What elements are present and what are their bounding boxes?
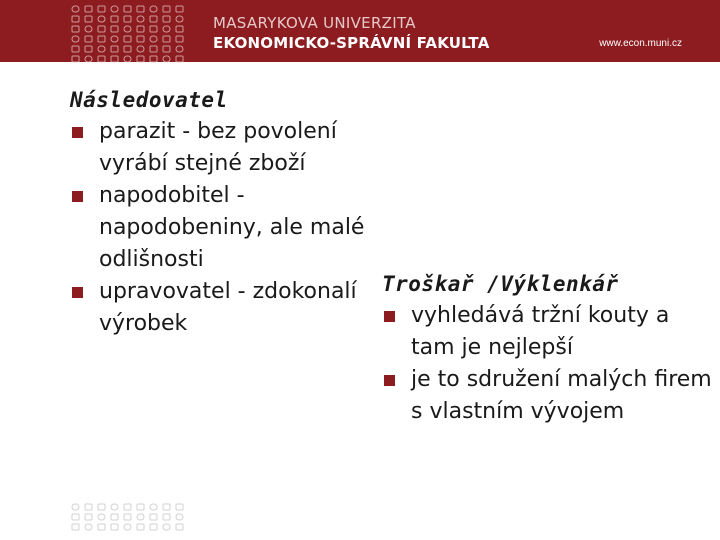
- pattern-glyph: [98, 16, 105, 22]
- pattern-glyph: [98, 46, 105, 52]
- university-name: MASARYKOVA UNIVERZITA: [213, 14, 416, 32]
- pattern-glyph: [98, 514, 105, 520]
- pattern-glyph: [163, 514, 170, 520]
- pattern-glyph: [150, 46, 157, 52]
- pattern-glyph: [85, 6, 92, 12]
- square-bullet-icon: [72, 191, 83, 202]
- pattern-glyph: [98, 524, 105, 530]
- pattern-glyph: [163, 504, 170, 510]
- pattern-glyph: [111, 514, 118, 520]
- list-item-text: vyhledává tržní kouty a tam je nejlepší: [411, 303, 670, 360]
- pattern-glyph: [176, 504, 183, 510]
- pattern-glyph: [137, 26, 144, 32]
- pattern-glyph: [150, 16, 157, 22]
- list-item-text: napodobitel - napodobeniny, ale malé odlišnosti: [99, 183, 365, 272]
- right-bullet-list: [382, 300, 712, 428]
- pattern-glyph: [176, 46, 183, 52]
- pattern-glyph: [150, 6, 157, 12]
- pattern-glyph: [85, 26, 92, 32]
- pattern-glyph: [124, 514, 131, 520]
- pattern-glyph: [111, 16, 118, 22]
- pattern-glyph: [176, 16, 183, 22]
- pattern-glyph: [72, 26, 79, 32]
- list-item: [382, 300, 712, 364]
- pattern-glyph: [98, 6, 105, 12]
- pattern-glyph: [137, 504, 144, 510]
- pattern-glyph: [150, 514, 157, 520]
- pattern-glyph: [124, 36, 131, 42]
- pattern-glyph: [124, 16, 131, 22]
- pattern-glyph: [98, 36, 105, 42]
- pattern-glyph: [98, 56, 105, 62]
- pattern-glyph: [72, 6, 79, 12]
- pattern-glyph: [72, 36, 79, 42]
- pattern-glyph: [163, 524, 170, 530]
- list-item-text: upravovatel - zdokonalí výrobek: [99, 279, 357, 336]
- list-item: [382, 364, 712, 428]
- pattern-glyph: [85, 524, 92, 530]
- pattern-glyph: [137, 46, 144, 52]
- website-url: www.econ.muni.cz: [599, 38, 682, 49]
- pattern-glyph: [137, 56, 144, 62]
- pattern-glyph: [111, 26, 118, 32]
- square-bullet-icon: [72, 287, 83, 298]
- faculty-logo-pattern: [66, 4, 190, 76]
- pattern-glyph: [176, 524, 183, 530]
- pattern-glyph: [72, 504, 79, 510]
- pattern-glyph: [163, 6, 170, 12]
- faculty-name: EKONOMICKO-SPRÁVNÍ FAKULTA: [213, 34, 490, 52]
- list-item: [70, 276, 370, 340]
- pattern-glyph: [137, 514, 144, 520]
- pattern-glyph: [176, 56, 183, 62]
- pattern-glyph: [85, 514, 92, 520]
- pattern-glyph: [85, 46, 92, 52]
- header-bar: [0, 0, 720, 62]
- pattern-glyph: [124, 524, 131, 530]
- pattern-glyph: [137, 16, 144, 22]
- pattern-glyph: [150, 26, 157, 32]
- pattern-glyph: [137, 36, 144, 42]
- right-section-title: Troškař /Výklenkář: [382, 272, 619, 296]
- square-bullet-icon: [72, 127, 83, 138]
- list-item-text: parazit - bez povolení vyrábí stejné zboží: [99, 119, 337, 176]
- pattern-glyph: [72, 46, 79, 52]
- pattern-glyph: [176, 26, 183, 32]
- pattern-glyph: [176, 6, 183, 12]
- pattern-glyph: [111, 36, 118, 42]
- pattern-glyph: [150, 36, 157, 42]
- pattern-glyph: [85, 56, 92, 62]
- pattern-glyph: [111, 504, 118, 510]
- pattern-glyph: [163, 56, 170, 62]
- left-bullet-list: [70, 116, 370, 340]
- list-item-text: je to sdružení malých firem s vlastním vývojem: [411, 367, 712, 424]
- pattern-glyph: [124, 504, 131, 510]
- pattern-glyph: [85, 36, 92, 42]
- pattern-glyph: [111, 56, 118, 62]
- pattern-glyph: [163, 26, 170, 32]
- pattern-glyph: [163, 36, 170, 42]
- right-column: [382, 268, 712, 428]
- left-section-title: Následovatel: [70, 88, 228, 112]
- pattern-glyph: [111, 46, 118, 52]
- pattern-glyph: [137, 6, 144, 12]
- pattern-glyph: [85, 16, 92, 22]
- pattern-glyph: [72, 16, 79, 22]
- pattern-glyph: [111, 524, 118, 530]
- pattern-glyph: [72, 514, 79, 520]
- square-bullet-icon: [384, 311, 395, 322]
- pattern-glyph: [98, 26, 105, 32]
- list-item: [70, 116, 370, 180]
- pattern-glyph: [176, 36, 183, 42]
- pattern-glyph: [85, 504, 92, 510]
- pattern-glyph: [124, 6, 131, 12]
- left-column: [70, 84, 370, 340]
- pattern-glyph: [163, 16, 170, 22]
- pattern-glyph: [124, 46, 131, 52]
- pattern-glyph: [111, 6, 118, 12]
- list-item: [70, 180, 370, 276]
- footer-logo-pattern: [66, 500, 190, 540]
- pattern-glyph: [124, 26, 131, 32]
- pattern-glyph: [163, 46, 170, 52]
- pattern-glyph: [150, 56, 157, 62]
- pattern-glyph: [72, 524, 79, 530]
- pattern-glyph: [176, 514, 183, 520]
- pattern-glyph: [150, 524, 157, 530]
- pattern-glyph: [150, 504, 157, 510]
- pattern-glyph: [72, 56, 79, 62]
- pattern-glyph: [98, 504, 105, 510]
- pattern-glyph: [124, 56, 131, 62]
- square-bullet-icon: [384, 375, 395, 386]
- pattern-glyph: [137, 524, 144, 530]
